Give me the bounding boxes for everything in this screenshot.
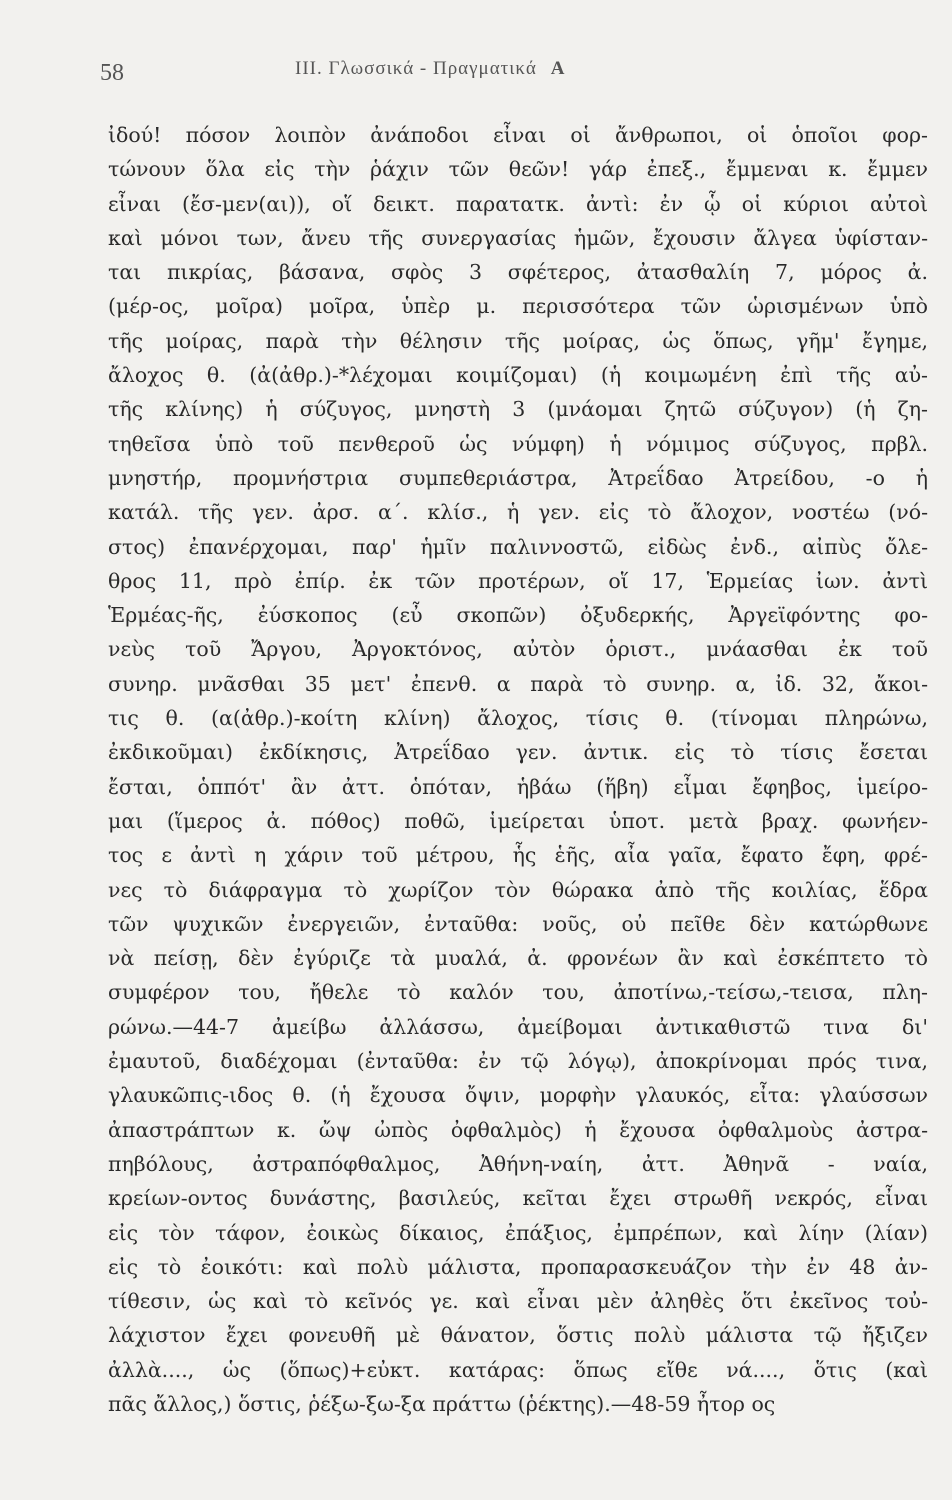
- text-line: μνηστήρ, προμνήστρια συμπεθεριάστρα, Ἀτρεΐδαο Ἀτρείδου, -ο ἡ: [108, 465, 928, 490]
- text-line: στος) ἐπανέρχομαι, παρ' ἡμῖν παλιννοστῶ, εἰδὼς ἐνδ., αἰπὺς ὄλε-: [108, 534, 928, 559]
- text-line: ἀπαστράπτων κ. ὤψ ὠπὸς ὀφθαλμὸς) ἡ ἔχουσα ὀφθαλμοὺς ἀστρα-: [108, 1117, 928, 1142]
- page-number: 58: [100, 60, 124, 86]
- text-line: εἰς τὸν τάφον, ἐοικὼς δίκαιος, ἐπάξιος, ἐμπρέπων, καὶ λίην (λίαν): [108, 1220, 928, 1245]
- text-line: τος ε ἀντὶ η χάριν τοῦ μέτρου, ἧς ἑῆς, αἶα γαῖα, ἔφατο ἔφη, φρέ-: [108, 843, 928, 868]
- running-title: [295, 58, 566, 80]
- text-line: ρώνω.—44-7 ἀμείβω ἀλλάσσω, ἀμείβομαι ἀντικαθιστῶ τινα δι': [108, 1014, 928, 1039]
- text-line: συμφέρον του, ἤθελε τὸ καλόν του, ἀποτίνω,-τείσω,-τεισα, πλη-: [108, 980, 928, 1005]
- commentary-text: [108, 118, 928, 1421]
- text-line: νεὺς τοῦ Ἄργου, Ἀργοκτόνος, αὐτὸν ὁριστ., μνάασθαι ἐκ τοῦ: [108, 637, 928, 662]
- text-line: πηβόλους, ἀστραπόφθαλμος, Ἀθήνη-ναίη, ἀττ. Ἀθηνᾶ - ναία,: [108, 1151, 928, 1176]
- text-line: γλαυκῶπις-ιδος θ. (ἡ ἔχουσα ὄψιν, μορφὴν γλαυκός, εἶτα: γλαύσσων: [108, 1083, 928, 1108]
- running-title-text: III. Γλωσσικά - Πραγματικά: [295, 58, 537, 79]
- text-line: νὰ πείσῃ, δὲν ἐγύριζε τὰ μυαλά, ἀ. φρονέων ἂν καὶ ἐσκέπτετο τὸ: [108, 946, 928, 971]
- page-header: [100, 58, 882, 88]
- text-line: ἔσται, ὁππότ' ἂν ἀττ. ὁπόταν, ἡβάω (ἥβη) εἶμαι ἔφηβος, ἱμείρο-: [108, 774, 928, 799]
- text-line: Ἑρμέας-ῆς, ἐύσκοπος (εὖ σκοπῶν) ὀξυδερκής, Ἀργεϊφόντης φο-: [108, 603, 928, 628]
- text-line: ἐμαυτοῦ, διαδέχομαι (ἐνταῦθα: ἐν τῷ λόγῳ), ἀποκρίνομαι πρός τινα,: [108, 1049, 928, 1074]
- text-line: τις θ. (α(ἀθρ.)-κοίτη κλίνη) ἄλοχος, τίσις θ. (τίνομαι πληρώνω,: [108, 706, 928, 731]
- text-line: ται πικρίας, βάσανα, σφὸς 3 σφέτερος, ἀτασθαλίη 7, μόρος ἀ.: [108, 260, 928, 285]
- text-line: (μέρ-ος, μοῖρα) μοῖρα, ὑπὲρ μ. περισσότερα τῶν ὡρισμένων ὑπὸ: [108, 294, 928, 319]
- text-line: νες τὸ διάφραγμα τὸ χωρίζον τὸν θώρακα ἀπὸ τῆς κοιλίας, ἕδρα: [108, 877, 928, 902]
- text-line: τίθεσιν, ὡς καὶ τὸ κεῖνός γε. καὶ εἶναι μὲν ἀληθὲς ὅτι ἐκεῖνος τοὐ-: [108, 1289, 928, 1314]
- text-line: λάχιστον ἔχει φονευθῆ μὲ θάνατον, ὅστις πολὺ μάλιστα τῷ ἤξιζεν: [108, 1323, 928, 1348]
- text-line: ἐκδικοῦμαι) ἐκδίκησις, Ἀτρεΐδαο γεν. ἀντικ. εἰς τὸ τίσις ἔσεται: [108, 740, 928, 765]
- text-line: τῆς κλίνης) ἡ σύζυγος, μνηστὴ 3 (μνάομαι ζητῶ σύζυγον) (ἡ ζη-: [108, 397, 928, 422]
- text-line: τῆς μοίρας, παρὰ τὴν θέλησιν τῆς μοίρας, ὡς ὅπως, γῆμ' ἔγημε,: [108, 328, 928, 353]
- text-line: κατάλ. τῆς γεν. ἀρσ. α΄. κλίσ., ἡ γεν. εἰς τὸ ἄλοχον, νοστέω (νό-: [108, 500, 928, 525]
- text-line: συνηρ. μνᾶσθαι 35 μετ' ἐπενθ. α παρὰ τὸ συνηρ. α, ἰδ. 32, ἄκοι-: [108, 671, 928, 696]
- section-mark: Α: [550, 58, 566, 79]
- text-line: κρείων-οντος δυνάστης, βασιλεύς, κεῖται ἔχει στρωθῆ νεκρός, εἶναι: [108, 1186, 928, 1211]
- text-line: θρος 11, πρὸ ἐπίρ. ἐκ τῶν προτέρων, οἵ 17, Ἑρμείας ἰων. ἀντὶ: [108, 568, 928, 593]
- text-line: μαι (ἵμερος ἀ. πόθος) ποθῶ, ἱμείρεται ὑποτ. μετὰ βραχ. φωνήεν-: [108, 808, 928, 833]
- text-line: τηθεῖσα ὑπὸ τοῦ πενθεροῦ ὡς νύμφη) ἡ νόμιμος σύζυγος, πρβλ.: [108, 431, 928, 456]
- text-line: πᾶς ἄλλος,) ὅστις, ῥέξω-ξω-ξα πράττω (ῥέκτης).—48-59 ἦτορ ος: [108, 1391, 776, 1416]
- text-line: ἀλλὰ...., ὡς (ὅπως)+εὐκτ. κατάρας: ὅπως εἴθε νά...., ὅτις (καὶ: [108, 1357, 928, 1382]
- text-line: τῶν ψυχικῶν ἐνεργειῶν, ἐνταῦθα: νοῦς, οὐ πεῖθε δὲν κατώρθωνε: [108, 911, 928, 936]
- text-line: ἰδού! πόσον λοιπὸν ἀνάποδοι εἶναι οἱ ἄνθρωποι, οἱ ὁποῖοι φορ-: [108, 123, 928, 147]
- text-line: εἰς τὸ ἐοικότι: καὶ πολὺ μάλιστα, προπαρασκευάζον τὴν ἐν 48 ἀν-: [108, 1254, 928, 1279]
- text-line: ἄλοχος θ. (ἀ(ἀθρ.)-*λέχομαι κοιμίζομαι) (ἡ κοιμωμένη ἐπὶ τῆς αὐ-: [108, 363, 928, 388]
- text-line: εἶναι (ἔσ-μεν(αι)), οἵ δεικτ. παρατατκ. ἀντὶ: ἐν ᾧ οἱ κύριοι αὐτοὶ: [108, 191, 928, 216]
- text-line: τώνουν ὅλα εἰς τὴν ῥάχιν τῶν θεῶν! γάρ ἐπεξ., ἔμμεναι κ. ἔμμεν: [108, 157, 928, 182]
- text-line: καὶ μόνοι των, ἄνευ τῆς συνεργασίας ἡμῶν, ἔχουσιν ἄλγεα ὑφίσταν-: [108, 225, 928, 250]
